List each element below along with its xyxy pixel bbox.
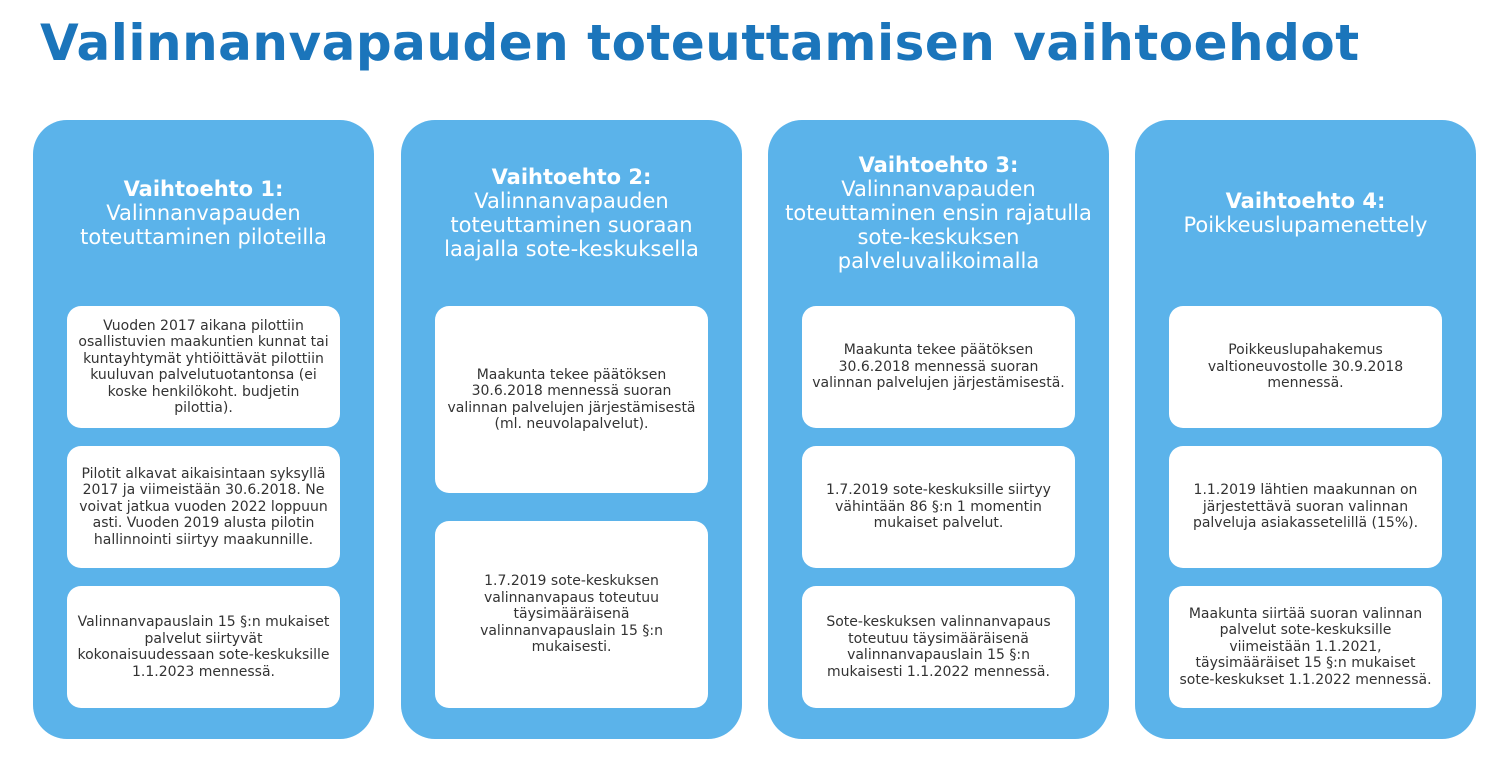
option-2-card-1: Maakunta tekee päätöksen 30.6.2018 mennessä suoran valinnan palvelujen järjestämisestä (ml. neuvolapalvelut). <box>435 306 708 493</box>
option-1-column <box>33 120 374 739</box>
option-1-subtitle: Valinnanvapauden toteuttaminen piloteilla <box>80 201 327 249</box>
option-3-label: Vaihtoehto 3: <box>858 153 1019 177</box>
option-1-card-3: Valinnanvapauslain 15 §:n mukaiset palvelut siirtyvät kokonaisuudessaan sote-keskuksille 1.1.2023 mennessä. <box>67 586 340 708</box>
option-4-header <box>1145 120 1466 306</box>
option-2-subtitle: Valinnanvapauden toteuttaminen suoraan laajalla sote-keskuksella <box>444 189 699 261</box>
option-4-column <box>1135 120 1476 739</box>
option-3-column <box>768 120 1109 739</box>
option-1-header <box>43 120 364 306</box>
option-2-label: Vaihtoehto 2: <box>491 165 652 189</box>
option-4-card-3: Maakunta siirtää suoran valinnan palvelut sote-keskuksille viimeistään 1.1.2021, täysimääräiset 15 §:n mukaiset sote-keskukset 1.1.2022 mennessä. <box>1169 586 1442 708</box>
option-4-subtitle: Poikkeuslupamenettely <box>1183 213 1428 237</box>
option-3-header <box>778 120 1099 306</box>
option-3-card-3: Sote-keskuksen valinnanvapaus toteutuu täysimääräisenä valinnanvapauslain 15 §:n mukaisesti 1.1.2022 mennessä. <box>802 586 1075 708</box>
option-3-card-2: 1.7.2019 sote-keskuksille siirtyy vähintään 86 §:n 1 momentin mukaiset palvelut. <box>802 446 1075 568</box>
option-2-header <box>411 120 732 306</box>
option-2-column <box>401 120 742 739</box>
option-4-card-2: 1.1.2019 lähtien maakunnan on järjestettävä suoran valinnan palveluja asiakassetelillä (15%). <box>1169 446 1442 568</box>
option-3-card-1: Maakunta tekee päätöksen 30.6.2018 mennessä suoran valinnan palvelujen järjestämisestä. <box>802 306 1075 428</box>
option-4-label: Vaihtoehto 4: <box>1225 189 1386 213</box>
option-1-card-1: Vuoden 2017 aikana pilottiin osallistuvien maakuntien kunnat tai kuntayhtymät yhtiöittävät pilottiin kuuluvan palvelutuotantonsa (ei koske henkilökoht. budjetin pilottia). <box>67 306 340 428</box>
option-1-label: Vaihtoehto 1: <box>123 177 284 201</box>
option-4-card-1: Poikkeuslupahakemus valtioneuvostolle 30.9.2018 mennessä. <box>1169 306 1442 428</box>
page-title: Valinnanvapauden toteuttamisen vaihtoehdot <box>40 14 1360 72</box>
option-3-subtitle: Valinnanvapauden toteuttaminen ensin rajatulla sote-keskuksen palveluvalikoimalla <box>785 177 1092 273</box>
option-1-card-2: Pilotit alkavat aikaisintaan syksyllä 2017 ja viimeistään 30.6.2018. Ne voivat jatkua vuoden 2022 loppuun asti. Vuoden 2019 alusta pilotin hallinnointi siirtyy maakunnille. <box>67 446 340 568</box>
option-2-card-2: 1.7.2019 sote-keskuksen valinnanvapaus toteutuu täysimääräisenä valinnanvapauslain 15 §:n mukaisesti. <box>435 521 708 708</box>
